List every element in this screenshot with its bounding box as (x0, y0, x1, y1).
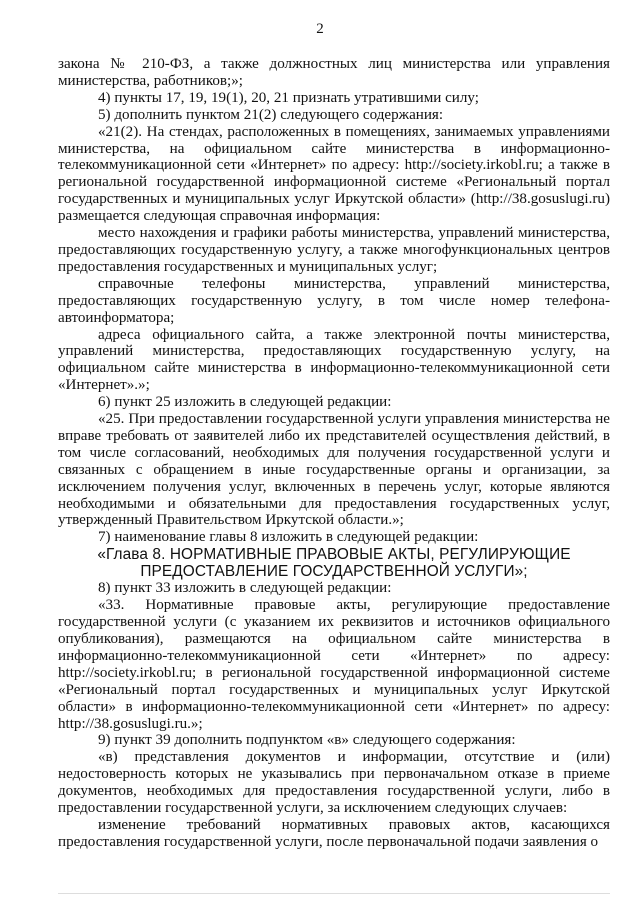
paragraph-continuation: закона № 210-ФЗ, а также должностных лиц министерства или управления министерства, работников;»; (58, 56, 610, 89)
paragraph-item-7: 7) наименование главы 8 изложить в следующей редакции: (98, 529, 479, 546)
paragraph-clause-33: «33. Нормативные правовые акты, регулирующие предоставление государственной услуги (с указанием их реквизитов и источников официального опубликования), размещаются на официальном сайте министерства в информационно-телекоммуникационной сети «Интернет» по адресу: http://society.irkobl.ru; в региональной государственной информационной системе «Региональный портал государственных и муниципальных услуг Иркутской области» в информационно-телекоммуникационной сети «Интернет» по адресу: http://38.gosuslugi.ru.»; (58, 597, 610, 732)
paragraph-item-5: 5) дополнить пунктом 21(2) следующего содержания: (98, 106, 444, 123)
paragraph-item-8: 8) пункт 33 изложить в следующей редакции: (98, 580, 392, 597)
paragraph-item-4: 4) пункты 17, 19, 19(1), 20, 21 признать утратившими силу; (98, 89, 479, 106)
paragraph-phones-info: справочные телефоны министерства, управлений министерства, предоставляющих государственную услугу, в том числе номер телефона-автоинформатора; (58, 275, 610, 326)
document-body (58, 56, 610, 851)
paragraph-location-info: место нахождения и графики работы министерства, управлений министерства, предоставляющих государственную услугу, а также многофункциональных центров предоставления государственных и муниципальных услуг; (58, 225, 610, 275)
paragraph-web-info: адреса официального сайта, а также электронной почты министерства, управлений министерства, предоставляющих государственную услугу, на официальном сайте министерства в информационно-телекоммуникационной сети «Интернет».»; (58, 326, 610, 394)
paragraph-item-9: 9) пункт 39 дополнить подпунктом «в» следующего содержания: (98, 732, 516, 749)
paragraph-clause-21-2: «21(2). На стендах, расположенных в помещениях, занимаемых управлениями министерства, на официальном сайте министерства в информационно-телекоммуникационной сети «Интернет» по адресу: http://society.irkobl.ru; а также в региональной государственной информационной системе «Региональный портал государственных и муниципальных услуг Иркутской области» (http://38.gosuslugi.ru) размещается следующая справочная информация: (58, 123, 610, 225)
scan-bottom-edge (58, 893, 610, 894)
chapter-8-heading: «Глава 8. НОРМАТИВНЫЕ ПРАВОВЫЕ АКТЫ, РЕГУЛИРУЮЩИЕ ПРЕДОСТАВЛЕНИЕ ГОСУДАРСТВЕННОЙ УСЛУГИ»; (97, 546, 571, 581)
paragraph-exception-1: изменение требований нормативных правовых актов, касающихся предоставления государственной услуги, после первоначальной подачи заявления о (58, 816, 610, 850)
page-number: 2 (316, 21, 324, 37)
paragraph-subclause-v: «в) представления документов и информации, отсутствие и (или) недостоверность которых не указывались при первоначальном отказе в приеме документов, необходимых для предоставления государственной услуги, либо в предоставлении государственной услуги, за исключением следующих случаев: (58, 749, 610, 817)
paragraph-item-6: 6) пункт 25 изложить в следующей редакции: (98, 394, 392, 411)
paragraph-clause-25: «25. При предоставлении государственной услуги управления министерства не вправе требовать от заявителей либо их представителей осуществления действий, в том числе согласований, необходимых для получения государственной услуги и связанных с обращением в иные государственные органы и организации, за исключением получения услуг, включенных в перечень услуг, которые являются необходимыми и обязательными для предоставления государственных услуг, утвержденный Правительством Иркутской области.»; (58, 411, 610, 529)
